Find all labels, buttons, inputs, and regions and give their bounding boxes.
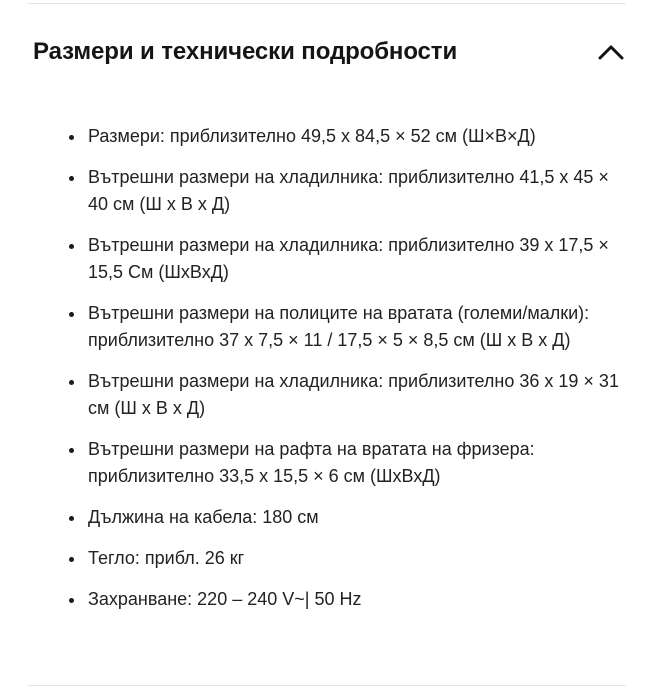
top-divider bbox=[28, 3, 626, 4]
spec-item: Вътрешни размери на хладилника: приблизително 39 x 17,5 × 15,5 См (ШхВхД) bbox=[66, 232, 624, 286]
spec-item: Вътрешни размери на рафта на вратата на фризера: приблизително 33,5 x 15,5 × 6 см (ШхВхД) bbox=[66, 436, 624, 490]
section-header[interactable] bbox=[33, 28, 626, 76]
section-title: Размери и технически подробности bbox=[33, 38, 458, 65]
spec-item: Захранване: 220 – 240 V~| 50 Hz bbox=[66, 586, 624, 613]
chevron-up-icon[interactable] bbox=[596, 37, 626, 67]
bottom-divider bbox=[28, 685, 626, 686]
spec-item: Размери: приблизително 49,5 x 84,5 × 52 см (Ш×В×Д) bbox=[66, 123, 624, 150]
spec-item: Дължина на кабела: 180 см bbox=[66, 504, 624, 531]
spec-item: Вътрешни размери на полиците на вратата (големи/малки): приблизително 37 x 7,5 × 11 / 17,5 × 5 × 8,5 см (Ш x В x Д) bbox=[66, 300, 624, 354]
spec-item: Вътрешни размери на хладилника: приблизително 41,5 x 45 × 40 см (Ш x В x Д) bbox=[66, 164, 624, 218]
spec-item: Вътрешни размери на хладилника: приблизително 36 x 19 × 31 см (Ш x В x Д) bbox=[66, 368, 624, 422]
spec-item: Тегло: прибл. 26 кг bbox=[66, 545, 624, 572]
spec-list bbox=[66, 123, 624, 627]
